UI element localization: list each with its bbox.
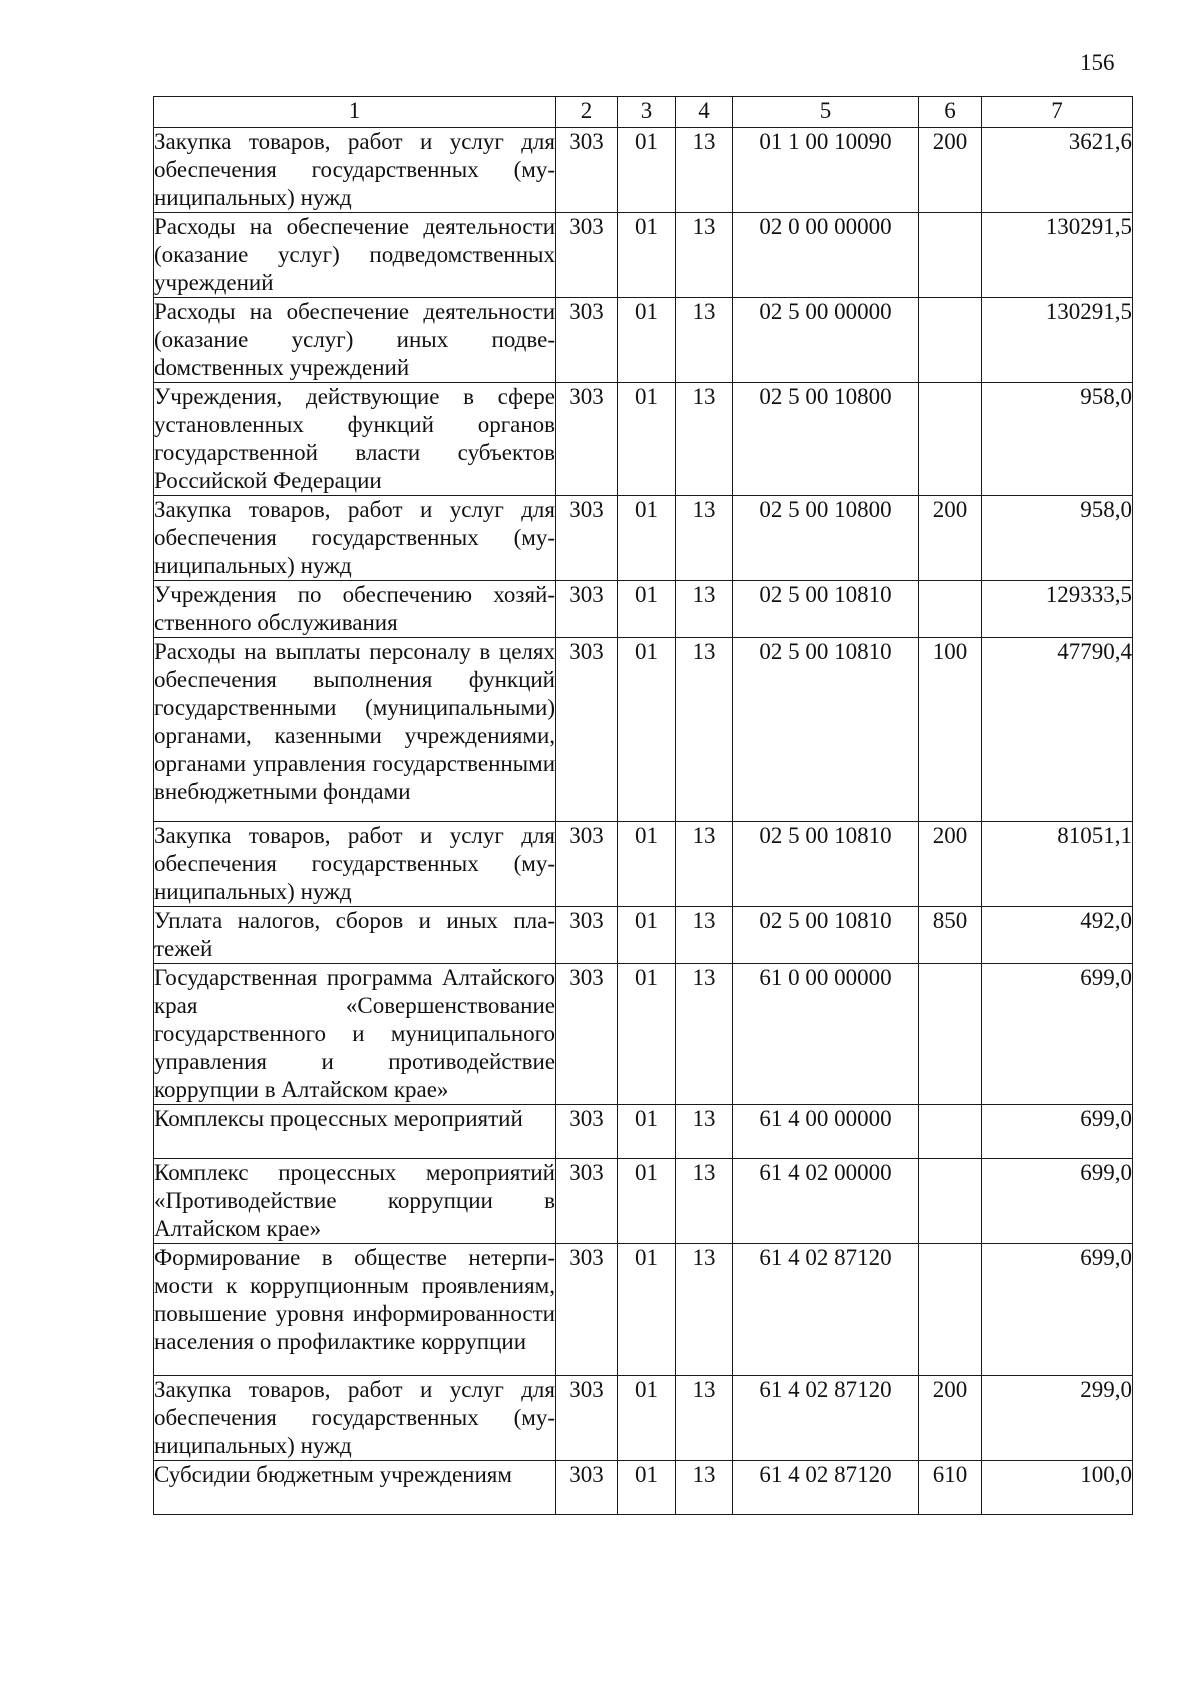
expense-type-cell xyxy=(919,383,982,496)
table-row xyxy=(154,638,1133,822)
table-row xyxy=(154,907,1133,964)
subsection-cell: 13 xyxy=(676,1461,733,1515)
row-description: Закупка товаров, работ и услуг для обеспечения государственных (муниципальных) нужд xyxy=(154,128,556,213)
row-description: Закупка товаров, работ и услуг для обеспечения государственных (муниципальных) нужд xyxy=(154,822,556,907)
table-row xyxy=(154,298,1133,383)
admin-code-cell: 303 xyxy=(556,1105,618,1159)
admin-code-cell: 303 xyxy=(556,907,618,964)
expense-type-cell: 610 xyxy=(919,1461,982,1515)
row-description: Государственная программа Алтайского края «Совершенствование государственного и муниципального управления и противодействие коррупции в Алтайском крае» xyxy=(154,964,556,1105)
section-cell: 01 xyxy=(618,496,676,581)
subsection-cell: 13 xyxy=(676,964,733,1105)
admin-code-cell: 303 xyxy=(556,581,618,638)
section-cell: 01 xyxy=(618,1244,676,1376)
target-article-cell: 61 4 02 00000 xyxy=(733,1159,919,1244)
subsection-cell: 13 xyxy=(676,298,733,383)
expense-type-cell: 200 xyxy=(919,822,982,907)
section-cell: 01 xyxy=(618,1159,676,1244)
expense-type-cell: 100 xyxy=(919,638,982,822)
amount-cell: 958,0 xyxy=(982,383,1133,496)
row-description: Расходы на выплаты персоналу в целях обеспечения выполнения функций государственными (муниципальными) органами, казенными учреждениями, органами управления государственными внебюджетными фондами xyxy=(154,638,556,822)
section-cell: 01 xyxy=(618,907,676,964)
amount-cell: 699,0 xyxy=(982,1105,1133,1159)
amount-cell: 299,0 xyxy=(982,1376,1133,1461)
expense-type-cell xyxy=(919,581,982,638)
amount-cell: 47790,4 xyxy=(982,638,1133,822)
row-description: Расходы на обеспечение деятельности (оказание услуг) иных подвеdомственных учреждений xyxy=(154,298,556,383)
admin-code-cell: 303 xyxy=(556,383,618,496)
row-description: Расходы на обеспечение деятельности (оказание услуг) подведомственных учреждений xyxy=(154,213,556,298)
expense-type-cell: 200 xyxy=(919,1376,982,1461)
section-cell: 01 xyxy=(618,1461,676,1515)
expense-type-cell xyxy=(919,298,982,383)
target-article-cell: 02 5 00 10810 xyxy=(733,907,919,964)
expense-type-cell xyxy=(919,1244,982,1376)
page-number: 156 xyxy=(1080,50,1115,75)
subsection-cell: 13 xyxy=(676,383,733,496)
amount-cell: 699,0 xyxy=(982,1244,1133,1376)
target-article-cell: 61 4 02 87120 xyxy=(733,1244,919,1376)
target-article-cell: 02 5 00 00000 xyxy=(733,298,919,383)
admin-code-cell: 303 xyxy=(556,1244,618,1376)
amount-cell: 100,0 xyxy=(982,1461,1133,1515)
admin-code-cell: 303 xyxy=(556,298,618,383)
table-row xyxy=(154,1461,1133,1515)
target-article-cell: 02 5 00 10810 xyxy=(733,822,919,907)
row-description: Комплексы процессных мероприятий xyxy=(154,1105,556,1159)
target-article-cell: 02 0 00 00000 xyxy=(733,213,919,298)
subsection-cell: 13 xyxy=(676,638,733,822)
subsection-cell: 13 xyxy=(676,1159,733,1244)
table-row xyxy=(154,822,1133,907)
target-article-cell: 02 5 00 10810 xyxy=(733,581,919,638)
table-row xyxy=(154,1376,1133,1461)
table-row xyxy=(154,1105,1133,1159)
budget-table xyxy=(153,96,1133,1515)
section-cell: 01 xyxy=(618,964,676,1105)
section-cell: 01 xyxy=(618,581,676,638)
table-row xyxy=(154,581,1133,638)
subsection-cell: 13 xyxy=(676,907,733,964)
subsection-cell: 13 xyxy=(676,822,733,907)
row-description: Учреждения, действующие в сфере установленных функций органов государственной власти субъектов Российской Федерации xyxy=(154,383,556,496)
admin-code-cell: 303 xyxy=(556,1159,618,1244)
section-cell: 01 xyxy=(618,1376,676,1461)
column-header: 5 xyxy=(733,97,919,128)
column-header: 2 xyxy=(556,97,618,128)
admin-code-cell: 303 xyxy=(556,822,618,907)
column-header: 3 xyxy=(618,97,676,128)
table-header-row xyxy=(154,97,1133,128)
subsection-cell: 13 xyxy=(676,128,733,213)
column-header: 7 xyxy=(982,97,1133,128)
admin-code-cell: 303 xyxy=(556,213,618,298)
admin-code-cell: 303 xyxy=(556,496,618,581)
table-row xyxy=(154,1244,1133,1376)
row-description: Комплекс процессных мероприятий «Противодействие коррупции в Алтайском крае» xyxy=(154,1159,556,1244)
row-description: Учреждения по обеспечению хозяйственного обслуживания xyxy=(154,581,556,638)
expense-type-cell xyxy=(919,964,982,1105)
row-description: Субсидии бюджетным учреждениям xyxy=(154,1461,556,1515)
row-description: Закупка товаров, работ и услуг для обеспечения государственных (муниципальных) нужд xyxy=(154,1376,556,1461)
amount-cell: 699,0 xyxy=(982,1159,1133,1244)
column-header: 1 xyxy=(154,97,556,128)
subsection-cell: 13 xyxy=(676,213,733,298)
target-article-cell: 61 4 02 87120 xyxy=(733,1376,919,1461)
section-cell: 01 xyxy=(618,638,676,822)
amount-cell: 492,0 xyxy=(982,907,1133,964)
expense-type-cell: 850 xyxy=(919,907,982,964)
expense-type-cell xyxy=(919,213,982,298)
target-article-cell: 02 5 00 10800 xyxy=(733,383,919,496)
section-cell: 01 xyxy=(618,213,676,298)
section-cell: 01 xyxy=(618,128,676,213)
subsection-cell: 13 xyxy=(676,581,733,638)
expense-type-cell xyxy=(919,1159,982,1244)
column-header: 6 xyxy=(919,97,982,128)
row-description: Закупка товаров, работ и услуг для обеспечения государственных (муниципальных) нужд xyxy=(154,496,556,581)
admin-code-cell: 303 xyxy=(556,128,618,213)
amount-cell: 129333,5 xyxy=(982,581,1133,638)
subsection-cell: 13 xyxy=(676,1244,733,1376)
table-row xyxy=(154,1159,1133,1244)
table-row xyxy=(154,128,1133,213)
target-article-cell: 61 0 00 00000 xyxy=(733,964,919,1105)
expense-type-cell: 200 xyxy=(919,128,982,213)
amount-cell: 81051,1 xyxy=(982,822,1133,907)
admin-code-cell: 303 xyxy=(556,1461,618,1515)
amount-cell: 3621,6 xyxy=(982,128,1133,213)
column-header: 4 xyxy=(676,97,733,128)
section-cell: 01 xyxy=(618,298,676,383)
subsection-cell: 13 xyxy=(676,1376,733,1461)
amount-cell: 958,0 xyxy=(982,496,1133,581)
table-row xyxy=(154,213,1133,298)
target-article-cell: 61 4 02 87120 xyxy=(733,1461,919,1515)
section-cell: 01 xyxy=(618,383,676,496)
row-description: Формирование в обществе нетерпимости к коррупционным проявлениям, повышение уровня информированности населения о профилактике коррупции xyxy=(154,1244,556,1376)
section-cell: 01 xyxy=(618,1105,676,1159)
amount-cell: 130291,5 xyxy=(982,298,1133,383)
table-row xyxy=(154,496,1133,581)
target-article-cell: 02 5 00 10810 xyxy=(733,638,919,822)
admin-code-cell: 303 xyxy=(556,1376,618,1461)
table-row xyxy=(154,964,1133,1105)
amount-cell: 699,0 xyxy=(982,964,1133,1105)
row-description: Уплата налогов, сборов и иных платежей xyxy=(154,907,556,964)
subsection-cell: 13 xyxy=(676,496,733,581)
admin-code-cell: 303 xyxy=(556,964,618,1105)
section-cell: 01 xyxy=(618,822,676,907)
subsection-cell: 13 xyxy=(676,1105,733,1159)
amount-cell: 130291,5 xyxy=(982,213,1133,298)
expense-type-cell xyxy=(919,1105,982,1159)
target-article-cell: 02 5 00 10800 xyxy=(733,496,919,581)
table-row xyxy=(154,383,1133,496)
expense-type-cell: 200 xyxy=(919,496,982,581)
target-article-cell: 01 1 00 10090 xyxy=(733,128,919,213)
admin-code-cell: 303 xyxy=(556,638,618,822)
target-article-cell: 61 4 00 00000 xyxy=(733,1105,919,1159)
